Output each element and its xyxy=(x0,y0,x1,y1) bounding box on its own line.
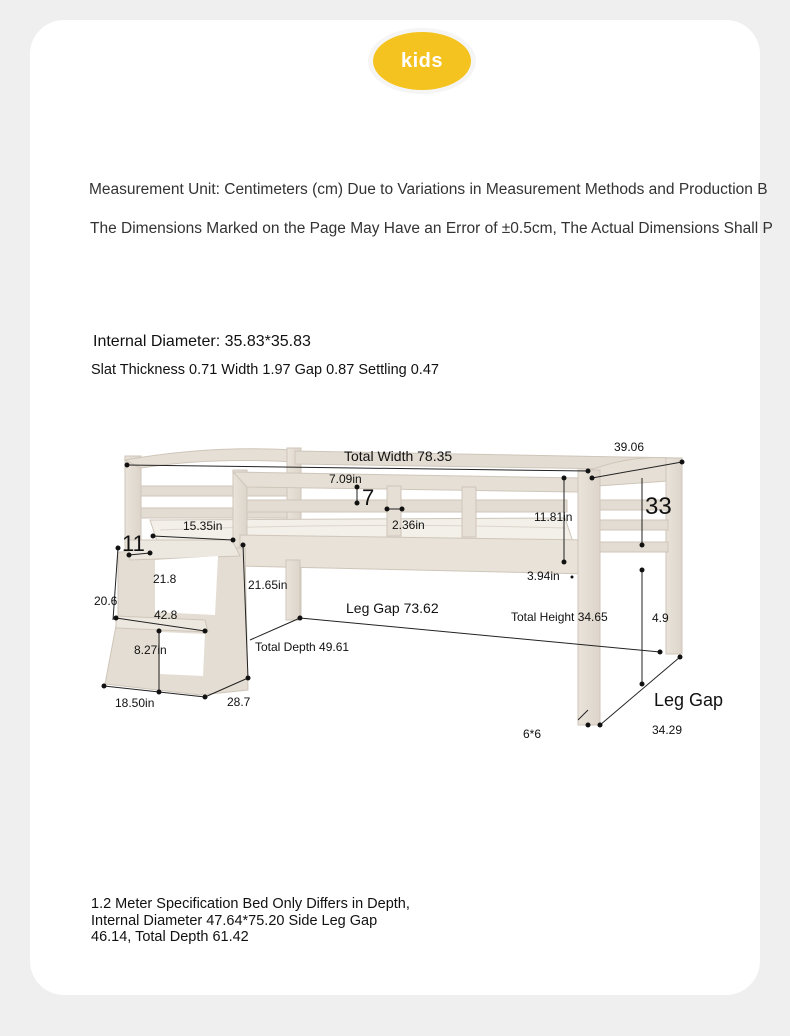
label-total-depth: Total Depth 49.61 xyxy=(255,640,350,654)
label-total-width: Total Width 78.35 xyxy=(344,448,453,464)
label-ladder-h: 21.65in xyxy=(248,578,288,592)
label-step-width: 42.8 xyxy=(154,608,178,622)
notice-line-1: Measurement Unit: Centimeters (cm) Due to Variations in Measurement Methods and Production B xyxy=(89,181,768,198)
label-top-right: 39.06 xyxy=(614,440,645,454)
label-rail-bottom: 3.94in xyxy=(527,569,560,583)
label-base-left: 18.50in xyxy=(115,696,155,710)
label-step-top: 15.35in xyxy=(183,519,223,533)
label-side-depth: 34.29 xyxy=(652,723,683,737)
label-base-depth: 28.7 xyxy=(227,695,251,709)
label-guard-height: 11.81in xyxy=(534,510,573,524)
kids-logo: kids xyxy=(373,32,471,90)
footer-line-1: 1.2 Meter Specification Bed Only Differs in Depth, xyxy=(91,896,410,912)
label-leg-gap-right: Leg Gap xyxy=(654,690,724,710)
label-total-height: Total Height 34.65 xyxy=(511,610,608,624)
label-right-33: 33 xyxy=(645,493,672,520)
label-left-11: 11 xyxy=(122,531,145,556)
label-right-49: 4.9 xyxy=(652,611,669,625)
label-step-h: 21.8 xyxy=(153,572,177,586)
internal-diameter: Internal Diameter: 35.83*35.83 xyxy=(93,333,311,350)
footer-note xyxy=(91,896,451,946)
label-slat-gap: 2.36in xyxy=(392,518,425,532)
notice-line-2: The Dimensions Marked on the Page May Have an Error of ±0.5cm, The Actual Dimensions Shall P xyxy=(90,220,773,237)
label-leg-size: 6*6 xyxy=(523,727,542,741)
label-rail-gap: 7.09in xyxy=(329,472,362,486)
bed-illustration xyxy=(105,448,682,725)
slat-info: Slat Thickness 0.71 Width 1.97 Gap 0.87 Settling 0.47 xyxy=(91,362,439,378)
label-step-height-low: 8.27in xyxy=(134,643,167,657)
label-step-side: 20.6 xyxy=(94,594,118,608)
footer-line-2: Internal Diameter 47.64*75.20 Side Leg Gap xyxy=(91,912,378,929)
footer-line-3: 46.14, Total Depth 61.42 xyxy=(91,929,249,945)
label-leg-gap-center: Leg Gap 73.62 xyxy=(346,600,439,616)
label-small-7: 7 xyxy=(362,485,375,510)
